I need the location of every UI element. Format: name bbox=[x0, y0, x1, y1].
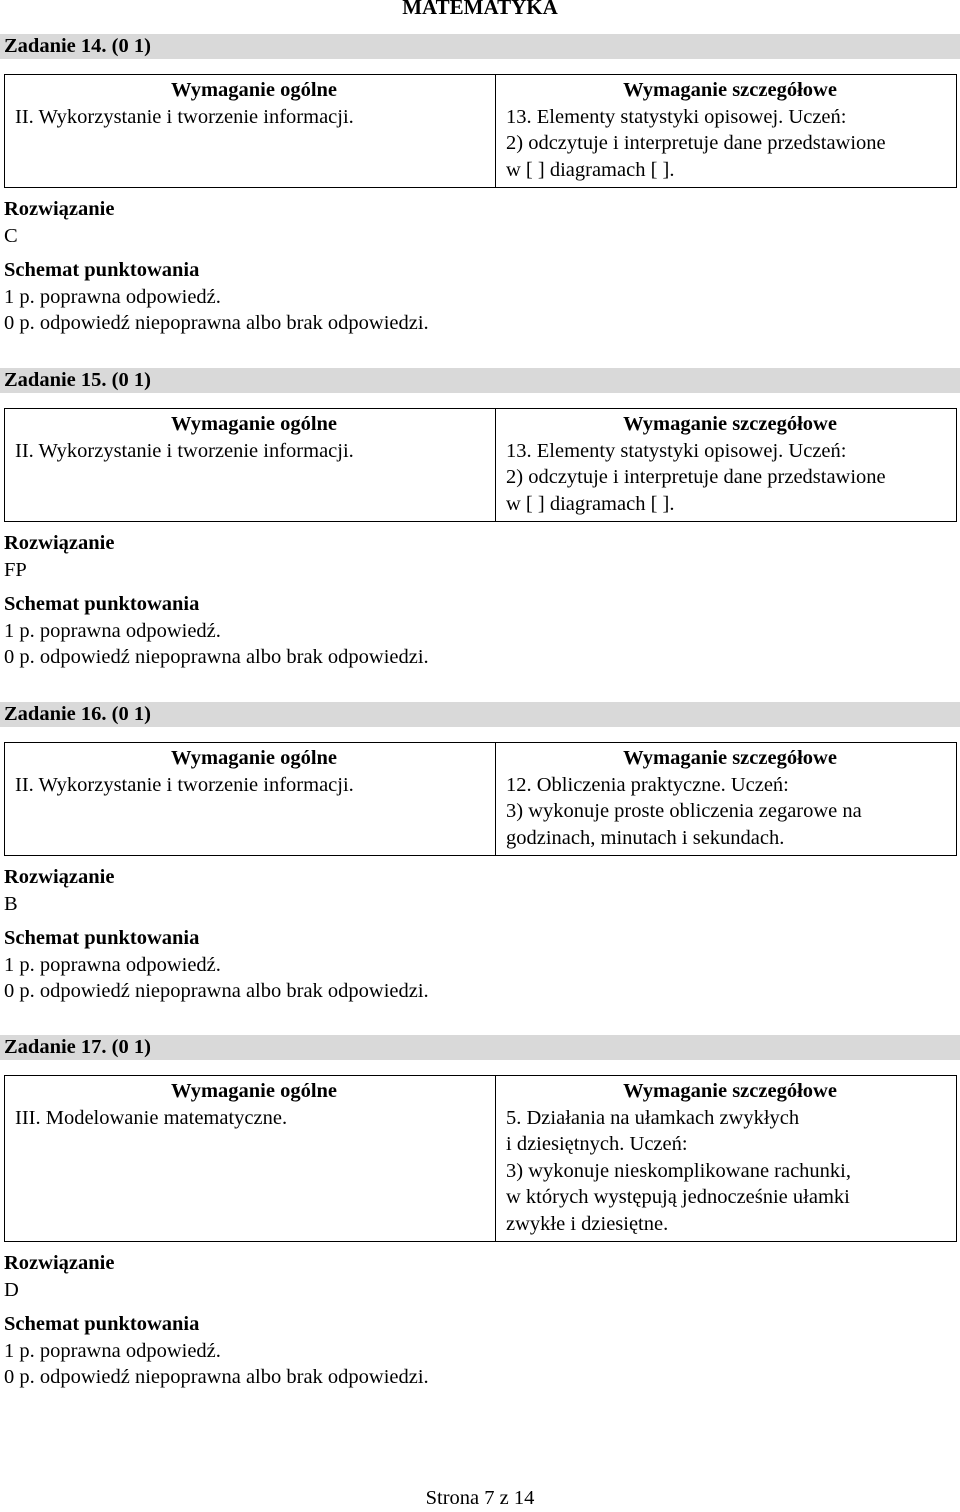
general-requirement-text: II. Wykorzystanie i tworzenie informacji. bbox=[15, 439, 354, 462]
scoring-heading: Schemat punktowania bbox=[4, 593, 200, 615]
general-requirement-cell bbox=[5, 75, 496, 188]
scoring-line: 1 p. poprawna odpowiedź. bbox=[4, 619, 221, 642]
detailed-requirement-line: 5. Działania na ułamkach zwykłych bbox=[506, 1106, 800, 1129]
general-requirement-heading: Wymaganie ogólne bbox=[170, 1080, 338, 1102]
detailed-requirement-heading: Wymaganie szczegółowe bbox=[623, 747, 837, 769]
detailed-requirement-line: 3) wykonuje proste obliczenia zegarowe na bbox=[506, 800, 862, 822]
page-number: Strona 7 z 14 bbox=[425, 1487, 535, 1509]
detailed-requirement-cell bbox=[496, 1076, 957, 1242]
solution-answer: B bbox=[4, 892, 18, 915]
solution-heading: Rozwiązanie bbox=[4, 1252, 115, 1274]
scoring-line: 1 p. poprawna odpowiedź. bbox=[4, 285, 221, 308]
solution-section bbox=[4, 864, 429, 1005]
solution-section bbox=[4, 1250, 429, 1391]
detailed-requirement-line: i dziesiętnych. Uczeń: bbox=[506, 1133, 688, 1155]
scoring-line: 1 p. poprawna odpowiedź. bbox=[4, 953, 221, 976]
detailed-requirement-line: zwykłe i dziesiętne. bbox=[506, 1212, 669, 1235]
general-requirement-heading: Wymaganie ogólne bbox=[170, 79, 338, 101]
page-header-title: MATEMATYKA bbox=[402, 0, 558, 19]
solution-answer: C bbox=[4, 224, 18, 247]
solution-heading: Rozwiązanie bbox=[4, 866, 115, 888]
scoring-heading: Schemat punktowania bbox=[4, 927, 200, 949]
detailed-requirement-heading: Wymaganie szczegółowe bbox=[623, 1080, 837, 1102]
detailed-requirement-line: 12. Obliczenia praktyczne. Uczeń: bbox=[506, 773, 789, 796]
detailed-requirement-line: 2) odczytuje i interpretuje dane przedstawione bbox=[506, 132, 886, 154]
scoring-heading: Schemat punktowania bbox=[4, 259, 200, 281]
detailed-requirement-cell bbox=[496, 743, 957, 856]
detailed-requirement-line: 3) wykonuje nieskomplikowane rachunki, bbox=[506, 1159, 852, 1182]
scoring-line: 1 p. poprawna odpowiedź. bbox=[4, 1339, 221, 1362]
detailed-requirement-line: godzinach, minutach i sekundach. bbox=[506, 826, 785, 849]
scoring-line: 0 p. odpowiedź niepoprawna albo brak odpowiedzi. bbox=[4, 312, 429, 334]
detailed-requirement-line: w [ ] diagramach [ ]. bbox=[506, 158, 675, 181]
general-requirement-cell bbox=[5, 409, 496, 522]
scoring-line: 0 p. odpowiedź niepoprawna albo brak odpowiedzi. bbox=[4, 646, 429, 668]
detailed-requirement-line: 2) odczytuje i interpretuje dane przedstawione bbox=[506, 466, 886, 488]
detailed-requirement-heading: Wymaganie szczegółowe bbox=[623, 79, 837, 101]
general-requirement-cell bbox=[5, 1076, 496, 1242]
scoring-heading: Schemat punktowania bbox=[4, 1313, 200, 1335]
solution-heading: Rozwiązanie bbox=[4, 532, 115, 554]
solution-section bbox=[4, 530, 429, 671]
detailed-requirement-cell bbox=[496, 75, 957, 188]
requirements-table bbox=[4, 74, 957, 188]
detailed-requirement-line: 13. Elementy statystyki opisowej. Uczeń: bbox=[506, 439, 847, 462]
scoring-line: 0 p. odpowiedź niepoprawna albo brak odpowiedzi. bbox=[4, 980, 429, 1002]
general-requirement-text: II. Wykorzystanie i tworzenie informacji. bbox=[15, 773, 354, 796]
task-title: Zadanie 17. (0 1) bbox=[4, 1036, 151, 1058]
detailed-requirement-line: w których występują jednocześnie ułamki bbox=[506, 1186, 850, 1208]
general-requirement-heading: Wymaganie ogólne bbox=[170, 747, 338, 769]
solution-heading: Rozwiązanie bbox=[4, 198, 115, 220]
requirements-table bbox=[4, 408, 957, 522]
solution-answer: FP bbox=[4, 558, 27, 581]
scoring-line: 0 p. odpowiedź niepoprawna albo brak odpowiedzi. bbox=[4, 1366, 429, 1388]
task-title: Zadanie 16. (0 1) bbox=[4, 703, 151, 725]
requirements-table bbox=[4, 742, 957, 856]
detailed-requirement-cell bbox=[496, 409, 957, 522]
detailed-requirement-line: w [ ] diagramach [ ]. bbox=[506, 492, 675, 515]
general-requirement-text: II. Wykorzystanie i tworzenie informacji. bbox=[15, 105, 354, 128]
detailed-requirement-heading: Wymaganie szczegółowe bbox=[623, 413, 837, 435]
solution-answer: D bbox=[4, 1278, 19, 1301]
detailed-requirement-line: 13. Elementy statystyki opisowej. Uczeń: bbox=[506, 105, 847, 128]
solution-section bbox=[4, 196, 429, 337]
task-title: Zadanie 14. (0 1) bbox=[4, 35, 151, 57]
task-title: Zadanie 15. (0 1) bbox=[4, 369, 151, 391]
requirements-table bbox=[4, 1075, 957, 1242]
general-requirement-text: III. Modelowanie matematyczne. bbox=[15, 1106, 288, 1129]
general-requirement-cell bbox=[5, 743, 496, 856]
general-requirement-heading: Wymaganie ogólne bbox=[170, 413, 338, 435]
